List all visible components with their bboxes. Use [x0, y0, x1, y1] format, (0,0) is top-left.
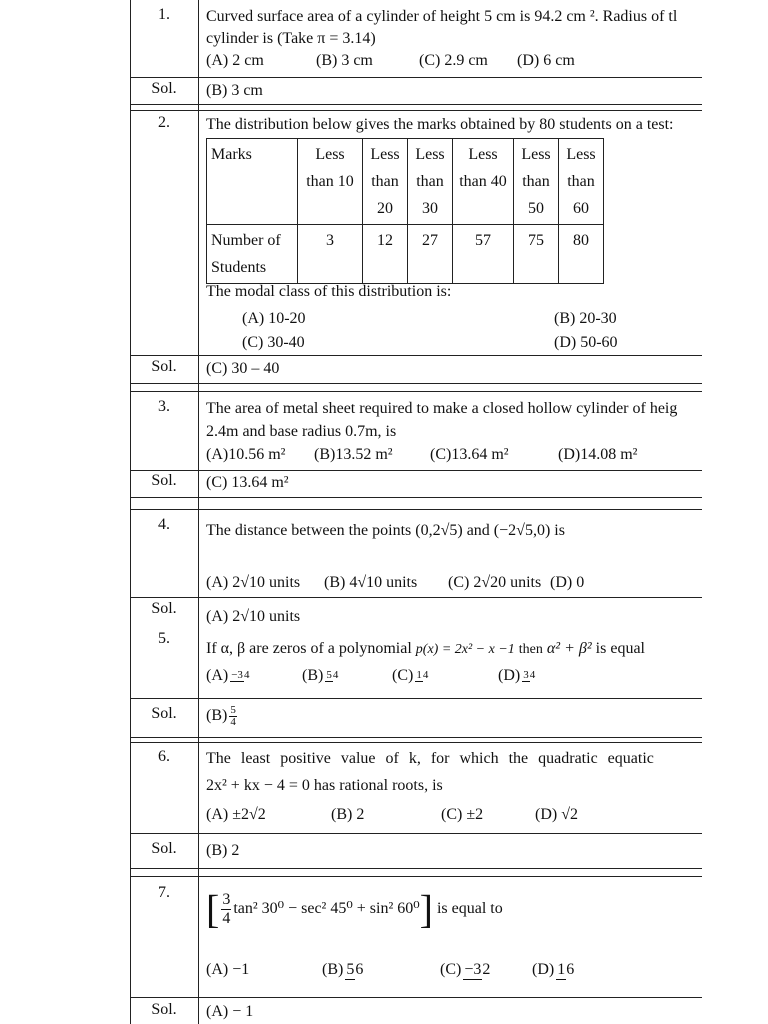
option-label: (B) [302, 667, 324, 684]
question-text-part: is equal to [436, 900, 503, 917]
row-divider [130, 104, 702, 105]
fraction [556, 961, 574, 980]
solution-label: Sol. [151, 358, 177, 375]
solution-label: Sol. [151, 472, 177, 489]
denominator: 4 [222, 909, 231, 927]
option: (D) 0 [550, 574, 585, 591]
row-divider [130, 737, 702, 738]
solution-answer: (B) 2 [206, 842, 240, 859]
fraction [345, 961, 363, 980]
option [302, 665, 392, 686]
option: (D) 6 cm [517, 52, 575, 69]
row-divider [130, 997, 702, 998]
option: (B) 20-30 [554, 310, 617, 327]
marks-table [206, 138, 604, 284]
question-sheet [130, 0, 690, 1024]
option: (C) 30-40 [242, 334, 305, 351]
numerator: −3 [464, 960, 482, 978]
question-number: 7. [158, 884, 170, 901]
solution-label: Sol. [151, 1001, 177, 1018]
option: (D) 50-60 [554, 334, 618, 351]
question-number: 3. [158, 398, 170, 415]
fraction [230, 670, 249, 682]
fraction [415, 670, 428, 682]
row-divider [130, 470, 702, 471]
row-divider [130, 509, 702, 510]
table-cell: 27 [408, 225, 453, 284]
table-cell: Number of Students [207, 225, 298, 284]
trig-expression: tan² 30⁰ − sec² 45⁰ + sin² 60⁰ [233, 900, 420, 917]
question-number: 5. [158, 630, 170, 647]
question-text: 2.4m and base radius 0.7m, is [206, 423, 397, 440]
table-cell: 3 [298, 225, 363, 284]
row-divider [130, 383, 702, 384]
option-label: (B) [322, 961, 344, 978]
question-text: The least positive value of k, for which the quadratic equatic [206, 750, 654, 767]
table-header-cell: Marks [207, 139, 298, 225]
row-divider [130, 391, 702, 392]
solution-label: Sol. [151, 600, 177, 617]
question-number: 6. [158, 748, 170, 765]
option-label: (C) [440, 961, 462, 978]
table-cell: 57 [453, 225, 514, 284]
left-border [130, 0, 131, 1024]
question-text: The distribution below gives the marks obtained by 80 students on a test: [206, 116, 674, 133]
solution-label: Sol. [151, 80, 177, 97]
options-row [206, 948, 696, 992]
option-label: (C) [392, 667, 414, 684]
option: (C) 2.9 cm [419, 52, 488, 69]
solution-label: Sol. [151, 705, 177, 722]
option: (A) 10-20 [242, 310, 306, 327]
row-divider [130, 698, 702, 699]
fraction [229, 705, 237, 728]
table-header-cell: Less than 10 [298, 139, 363, 225]
fraction [463, 961, 490, 980]
denominator: 4 [332, 669, 339, 682]
option: (B) 3 cm [316, 52, 373, 69]
option: (A) −1 [206, 961, 250, 978]
numerator: 5 [230, 705, 236, 716]
options-row [206, 444, 696, 465]
fraction [325, 670, 338, 682]
question-expression [206, 880, 696, 938]
solution-label-text: (B) [206, 707, 228, 725]
option: (A) 2√10 units [206, 574, 301, 591]
row-divider [130, 77, 702, 78]
table-header-cell: Less than 60 [559, 139, 604, 225]
option: (B)13.52 m² [314, 446, 393, 463]
question-text: Curved surface area of a cylinder of height 5 cm is 94.2 cm ². Radius of tl [206, 8, 678, 25]
options-row [206, 572, 696, 593]
option: (A) ±2√2 [206, 806, 266, 823]
table-row [207, 225, 604, 284]
table-cell: 80 [559, 225, 604, 284]
option [532, 948, 576, 992]
option-label: (D) [532, 961, 555, 978]
options-row [206, 804, 696, 825]
denominator: 4 [529, 669, 536, 682]
left-bracket: [ [206, 886, 220, 932]
question-text-part: If α, β are zeros of a polynomial [206, 640, 412, 657]
denominator: 4 [230, 716, 236, 728]
table-header-cell: Less than 50 [514, 139, 559, 225]
option: (A) 2 cm [206, 52, 264, 69]
table-cell: 75 [514, 225, 559, 284]
option [498, 665, 537, 686]
option [206, 665, 302, 686]
row-divider [130, 876, 702, 877]
row-divider [130, 742, 702, 743]
fraction [522, 670, 535, 682]
question-number: 2. [158, 114, 170, 131]
fraction [221, 891, 231, 928]
row-divider [130, 110, 702, 111]
question-text [206, 638, 696, 660]
denominator: 4 [243, 669, 250, 682]
solution-answer: (C) 13.64 m² [206, 474, 289, 491]
denominator: 2 [482, 960, 491, 978]
table-header-cell: Less than 30 [408, 139, 453, 225]
numerator: 5 [326, 669, 332, 682]
option: (B) 4√10 units [324, 574, 418, 591]
table-cell: 12 [363, 225, 408, 284]
question-text: cylinder is (Take π = 3.14) [206, 30, 376, 47]
option: (C) ±2 [441, 806, 484, 823]
numerator: 5 [346, 960, 355, 978]
solution-answer: (A) − 1 [206, 1003, 254, 1020]
solution-label: Sol. [151, 840, 177, 857]
right-bracket: ] [419, 886, 433, 932]
option [392, 665, 498, 686]
question-text: The distance between the points (0,2√5) and (−2√5,0) is [206, 522, 565, 539]
question-number: 4. [158, 516, 170, 533]
numerator: 3 [222, 890, 231, 908]
denominator: 4 [422, 669, 429, 682]
question-text: 2x² + kx − 4 = 0 has rational roots, is [206, 777, 443, 794]
option [440, 948, 532, 992]
table-row [207, 139, 604, 225]
numerator: 1 [557, 960, 566, 978]
column-divider [198, 0, 199, 1024]
row-divider [130, 868, 702, 869]
solution-answer: (A) 2√10 units [206, 608, 301, 625]
sum-of-squares-expression: α² + β² [546, 640, 592, 657]
option: (D)14.08 m² [558, 446, 638, 463]
solution-answer: (B) 3 cm [206, 82, 263, 99]
row-divider [130, 833, 702, 834]
question-text: The modal class of this distribution is: [206, 283, 452, 300]
option-label: (D) [498, 667, 521, 684]
question-text-part: then [518, 642, 543, 657]
option [322, 948, 440, 992]
numerator: 1 [416, 669, 422, 682]
options-row [206, 665, 696, 697]
row-divider [130, 355, 702, 356]
solution-answer: (C) 30 – 40 [206, 360, 280, 377]
options-row [206, 50, 696, 71]
row-divider [130, 597, 702, 598]
numerator: 3 [523, 669, 529, 682]
question-text: The area of metal sheet required to make a closed hollow cylinder of heig [206, 400, 678, 417]
denominator: 6 [566, 960, 575, 978]
table-header-cell: Less than 40 [453, 139, 514, 225]
table-header-cell: Less than 20 [363, 139, 408, 225]
option: (A)10.56 m² [206, 446, 286, 463]
option: (B) 2 [331, 806, 365, 823]
option: (C) 2√20 units [448, 574, 542, 591]
question-number: 1. [158, 6, 170, 23]
row-divider [130, 497, 702, 498]
numerator: −3 [231, 669, 243, 682]
question-text-part: is equal [595, 640, 645, 657]
denominator: 6 [355, 960, 364, 978]
option: (D) √2 [535, 806, 578, 823]
polynomial-expression: p(x) = 2x² − x −1 [415, 642, 515, 657]
option: (C)13.64 m² [430, 446, 509, 463]
solution-answer [206, 705, 696, 735]
option-label: (A) [206, 667, 229, 684]
